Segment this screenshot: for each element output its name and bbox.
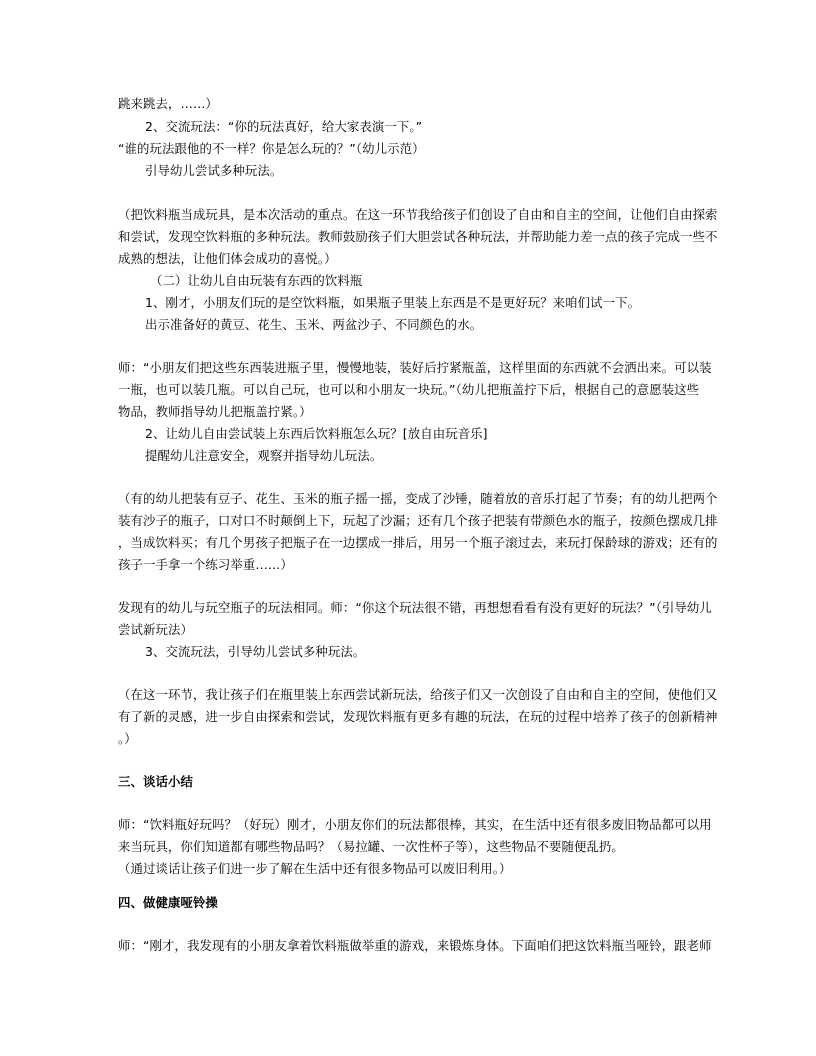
text-line: 和尝试，发现空饮料瓶的多种玩法。教师鼓励孩子们大胆尝试各种玩法，并帮助能力差一点的孩子完成一些不: [118, 229, 718, 244]
section-subheading: （二）让幼儿自由玩装有东西的饮料瓶: [150, 273, 363, 288]
text-line: （通过谈话让孩子们进一步了解在生活中还有很多物品可以废旧利用。）: [118, 861, 512, 876]
text-line: 物品，教师指导幼儿把瓶盖拧紧。）: [118, 404, 312, 419]
text-line: 孩子一手拿一个练习举重……）: [118, 557, 293, 572]
text-line: 尝试新玩法）: [118, 622, 193, 637]
text-line: 3、交流玩法，引导幼儿尝试多种玩法。: [145, 644, 366, 659]
text-line: 发现有的幼儿与玩空瓶子的玩法相同。师：“你这个玩法很不错，再想想看看有没有更好的玩法？”（引导幼儿: [118, 600, 712, 615]
text-line: 出示准备好的黄豆、花生、玉米、两盆沙子、不同颜色的水。: [145, 317, 483, 332]
text-line: 2、交流玩法：“你的玩法真好，给大家表演一下。”: [145, 119, 423, 134]
text-line: 师：“刚才，我发现有的小朋友拿着饮料瓶做举重的游戏，来锻炼身体。下面咱们把这饮料瓶当哑铃，跟老师: [118, 938, 712, 953]
text-line: （有的幼儿把装有豆子、花生、玉米的瓶子摇一摇，变成了沙锤，随着放的音乐打起了节奏；有的幼儿把两个: [118, 491, 718, 506]
text-line: 1、刚才，小朋友们玩的是空饮料瓶，如果瓶子里装上东西是不是更好玩？来咱们试一下。: [145, 295, 641, 310]
text-line: （把饮料瓶当成玩具，是本次活动的重点。在这一环节我给孩子们创设了自由和自主的空间，让他们自由探索: [118, 207, 718, 222]
text-line: 提醒幼儿注意安全，观察并指导幼儿玩法。: [145, 448, 383, 463]
text-line: 一瓶，也可以装几瓶。可以自己玩，也可以和小朋友一块玩。”（幼儿把瓶盖拧下后，根据自己的意愿装这些: [118, 382, 700, 397]
text-line: 成熟的想法，让他们体会成功的喜悦。）: [118, 251, 337, 266]
text-line: 来当玩具，你们知道都有哪些物品吗？（易拉罐、一次性杯子等），这些物品不要随便乱扔。: [118, 839, 624, 854]
text-line: 有了新的灵感，进一步自由探索和尝试，发现饮料瓶有更多有趣的玩法，在玩的过程中培养了孩子的创新精神: [118, 709, 718, 724]
text-line: 装有沙子的瓶子，口对口不时颠倒上下，玩起了沙漏；还有几个孩子把装有带颜色水的瓶子，按颜色摆成几排: [118, 513, 718, 528]
section-heading: 三、谈话小结: [118, 774, 193, 789]
text-line: 2、让幼儿自由尝试装上东西后饮料瓶怎么玩？[放自由玩音乐]: [145, 426, 488, 441]
text-line: （在这一环节，我让孩子们在瓶里装上东西尝试新玩法，给孩子们又一次创设了自由和自主的空间，使他们又: [118, 687, 718, 702]
text-line: 。）: [118, 731, 137, 746]
text-line: “谁的玩法跟他的不一样？你是怎么玩的？”（幼儿示范）: [118, 141, 425, 156]
text-line: 跳来跳去，……）: [118, 96, 218, 111]
text-line: ，当成饮料买；有几个男孩子把瓶子在一边摆成一排后，用另一个瓶子滚过去，来玩打保龄球的游戏；还有的: [118, 535, 718, 550]
text-line: 师：“饮料瓶好玩吗？（好玩）刚才，小朋友你们的玩法都很棒，其实，在生活中还有很多废旧物品都可以用: [118, 817, 712, 832]
text-line: 引导幼儿尝试多种玩法。: [145, 163, 283, 178]
section-heading: 四、做健康哑铃操: [118, 895, 218, 910]
text-line: 师：“小朋友们把这些东西装进瓶子里，慢慢地装，装好后拧紧瓶盖，这样里面的东西就不会洒出来。可以装: [118, 360, 712, 375]
